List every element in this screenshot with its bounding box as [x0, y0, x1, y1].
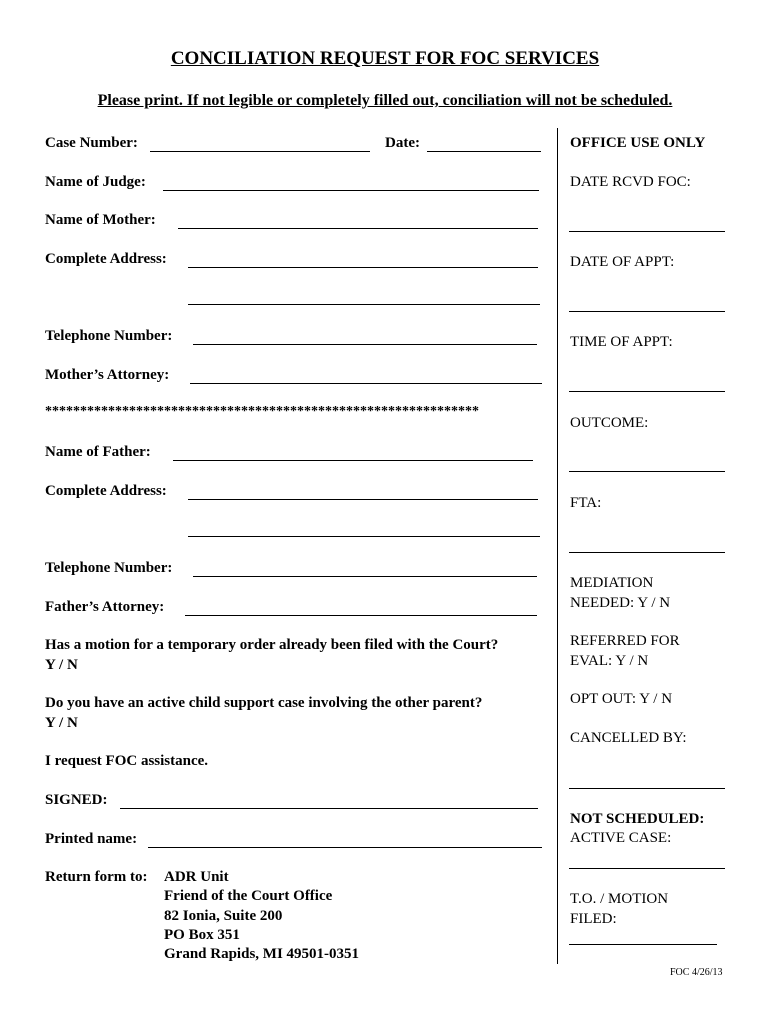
mediation-needed-yn[interactable]: NEEDED: Y / N — [570, 595, 671, 611]
question-temporary-order-yn[interactable]: Y / N — [45, 657, 78, 673]
father-address-field-2[interactable] — [188, 536, 540, 537]
father-attorney-label: Father’s Attorney: — [45, 599, 165, 615]
filed-field[interactable] — [569, 944, 717, 945]
return-address-line: Grand Rapids, MI 49501-0351 — [164, 946, 360, 962]
form-code: FOC 4/26/13 — [670, 967, 723, 978]
date-label: Date: — [385, 135, 420, 151]
to-motion-label: T.O. / MOTION — [570, 891, 669, 907]
section-separator: ************************************************************** — [45, 404, 479, 419]
mother-attorney-label: Mother’s Attorney: — [45, 367, 170, 383]
question-child-support-yn[interactable]: Y / N — [45, 715, 78, 731]
cancelled-by-label: CANCELLED BY: — [570, 730, 687, 746]
father-phone-field[interactable] — [193, 576, 537, 577]
referred-eval-yn[interactable]: EVAL: Y / N — [570, 653, 649, 669]
active-case-label: ACTIVE CASE: — [570, 830, 672, 846]
date-received-field[interactable] — [569, 231, 725, 232]
return-address-line: PO Box 351 — [164, 927, 240, 943]
question-temporary-order: Has a motion for a temporary order already been filed with the Court? — [45, 637, 499, 653]
mother-name-label: Name of Mother: — [45, 212, 156, 228]
mother-name-field[interactable] — [178, 228, 538, 229]
mother-attorney-field[interactable] — [190, 383, 542, 384]
father-address-field-1[interactable] — [188, 499, 538, 500]
mother-address-field-1[interactable] — [188, 267, 538, 268]
father-phone-label: Telephone Number: — [45, 560, 173, 576]
office-use-heading: OFFICE USE ONLY — [570, 135, 706, 151]
fta-label: FTA: — [570, 495, 602, 511]
outcome-label: OUTCOME: — [570, 415, 649, 431]
printed-name-label: Printed name: — [45, 831, 138, 847]
question-child-support: Do you have an active child support case involving the other parent? — [45, 695, 483, 711]
outcome-field[interactable] — [569, 471, 725, 472]
date-of-appt-label: DATE OF APPT: — [570, 254, 675, 270]
judge-label: Name of Judge: — [45, 174, 146, 190]
signed-label: SIGNED: — [45, 792, 108, 808]
not-scheduled-label: NOT SCHEDULED: — [570, 811, 705, 827]
case-number-field[interactable] — [150, 151, 370, 152]
father-name-field[interactable] — [173, 460, 533, 461]
date-field[interactable] — [427, 151, 541, 152]
return-address-line: Friend of the Court Office — [164, 888, 333, 904]
cancelled-by-field[interactable] — [569, 788, 725, 789]
mother-address-field-2[interactable] — [188, 304, 540, 305]
time-of-appt-field[interactable] — [569, 391, 725, 392]
father-attorney-field[interactable] — [185, 615, 537, 616]
column-divider — [557, 128, 558, 964]
date-received-label: DATE RCVD FOC: — [570, 174, 691, 190]
filed-label: FILED: — [570, 911, 617, 927]
signature-field[interactable] — [120, 808, 538, 809]
active-case-field[interactable] — [569, 868, 725, 869]
form-instructions: Please print. If not legible or completely filled out, conciliation will not be scheduled. — [97, 92, 673, 109]
date-of-appt-field[interactable] — [569, 311, 725, 312]
mother-phone-label: Telephone Number: — [45, 328, 173, 344]
return-address-line: ADR Unit — [164, 869, 229, 885]
request-statement: I request FOC assistance. — [45, 753, 209, 769]
father-address-label: Complete Address: — [45, 483, 167, 499]
father-name-label: Name of Father: — [45, 444, 151, 460]
form-title: CONCILIATION REQUEST FOR FOC SERVICES — [170, 48, 600, 69]
judge-field[interactable] — [163, 190, 539, 191]
time-of-appt-label: TIME OF APPT: — [570, 334, 673, 350]
mediation-label: MEDIATION — [570, 575, 654, 591]
referred-label: REFERRED FOR — [570, 633, 680, 649]
opt-out-yn[interactable]: OPT OUT: Y / N — [570, 691, 673, 707]
printed-name-field[interactable] — [148, 847, 542, 848]
case-number-label: Case Number: — [45, 135, 138, 151]
fta-field[interactable] — [569, 552, 725, 553]
mother-address-label: Complete Address: — [45, 251, 167, 267]
mother-phone-field[interactable] — [193, 344, 537, 345]
return-address-line: 82 Ionia, Suite 200 — [164, 908, 283, 924]
return-label: Return form to: — [45, 869, 148, 885]
